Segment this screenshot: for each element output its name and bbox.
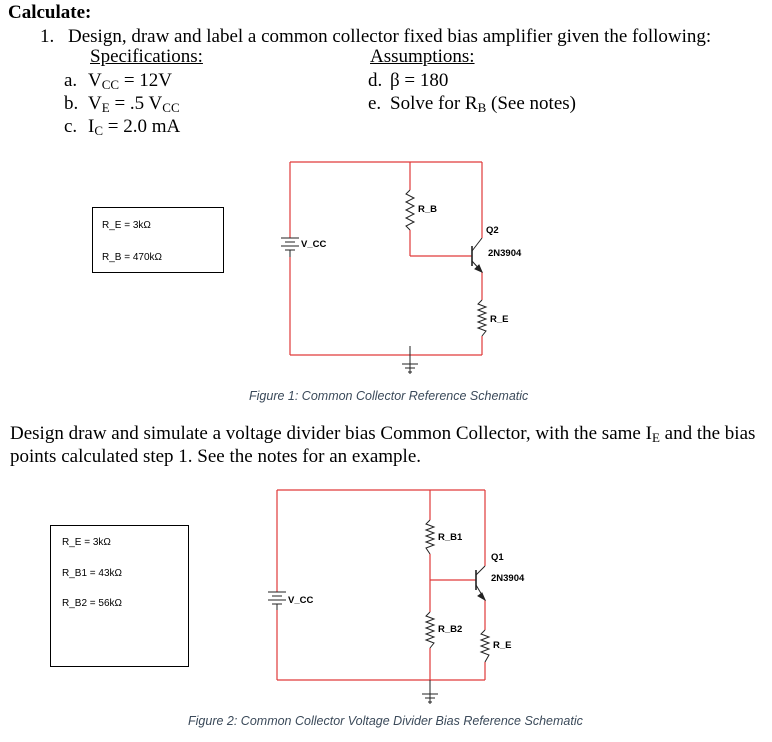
assumptions-heading: Assumptions:	[370, 46, 475, 67]
fig2-value-rb1: R_B1 = 43kΩ	[62, 568, 123, 579]
figure-2-caption: Figure 2: Common Collector Voltage Divider Bias Reference Schematic	[188, 714, 583, 728]
fig2-label-rb1: R_B1	[438, 532, 463, 543]
battery-symbol	[281, 238, 299, 257]
fig1-label-rb: R_B	[418, 204, 438, 215]
fig1-label-model: 2N3904	[488, 248, 522, 259]
resistor-symbol	[478, 300, 486, 336]
question-1	[40, 26, 711, 48]
fig2-label-vcc: V_CC	[288, 595, 314, 606]
spec-item: b. $V_E = .5$ $V_{CC}$	[64, 93, 180, 115]
fig2-label-q1: Q1	[491, 552, 504, 563]
transistor-symbol	[476, 566, 485, 600]
resistor-symbol	[426, 520, 434, 554]
fig2-label-re: R_E	[493, 640, 512, 651]
question-2: Design draw and simulate a voltage divider bias Common Collector, with the same $I_E$ and the bias points calculated step 1. See the notes for an example.	[10, 423, 756, 467]
fig1-value-re: R_E = 3kΩ	[102, 220, 151, 231]
battery-symbol	[268, 592, 286, 610]
question-number: 1.	[40, 26, 55, 47]
spec-item: a. $V_{CC} = 12V$	[64, 70, 173, 92]
ground-symbol	[422, 680, 438, 704]
fig2-wires	[277, 490, 485, 680]
fig1-label-re: R_E	[490, 314, 509, 325]
fig1-wires	[290, 162, 482, 355]
resistor-symbol	[426, 612, 434, 648]
resistor-symbol	[406, 190, 414, 230]
fig1-label-vcc: V_CC	[301, 239, 327, 250]
question-text: Design, draw and label a common collector fixed bias amplifier given the following:	[68, 26, 712, 47]
fig1-schematic	[0, 150, 772, 400]
spec-item: c. $I_C = 2.0$ mA	[64, 116, 181, 138]
ground-symbol	[402, 346, 418, 374]
transistor-symbol	[472, 238, 482, 272]
section-heading: Calculate:	[8, 2, 92, 23]
fig2-label-rb2: R_B2	[438, 624, 463, 635]
assumption-item: e. Solve for $R_B$ (See notes)	[368, 93, 576, 115]
fig1-value-rb: R_B = 470kΩ	[102, 252, 163, 263]
specifications-heading: Specifications:	[90, 46, 203, 67]
resistor-symbol	[481, 630, 489, 662]
fig2-value-rb2: R_B2 = 56kΩ	[62, 598, 123, 609]
fig2-value-re: R_E = 3kΩ	[62, 537, 111, 548]
assumption-item: d. β = 180	[368, 70, 449, 91]
figure-1-caption: Figure 1: Common Collector Reference Schematic	[249, 389, 529, 403]
fig2-label-model: 2N3904	[491, 573, 525, 584]
fig2-schematic	[0, 480, 772, 710]
fig1-label-q2: Q2	[486, 225, 499, 236]
